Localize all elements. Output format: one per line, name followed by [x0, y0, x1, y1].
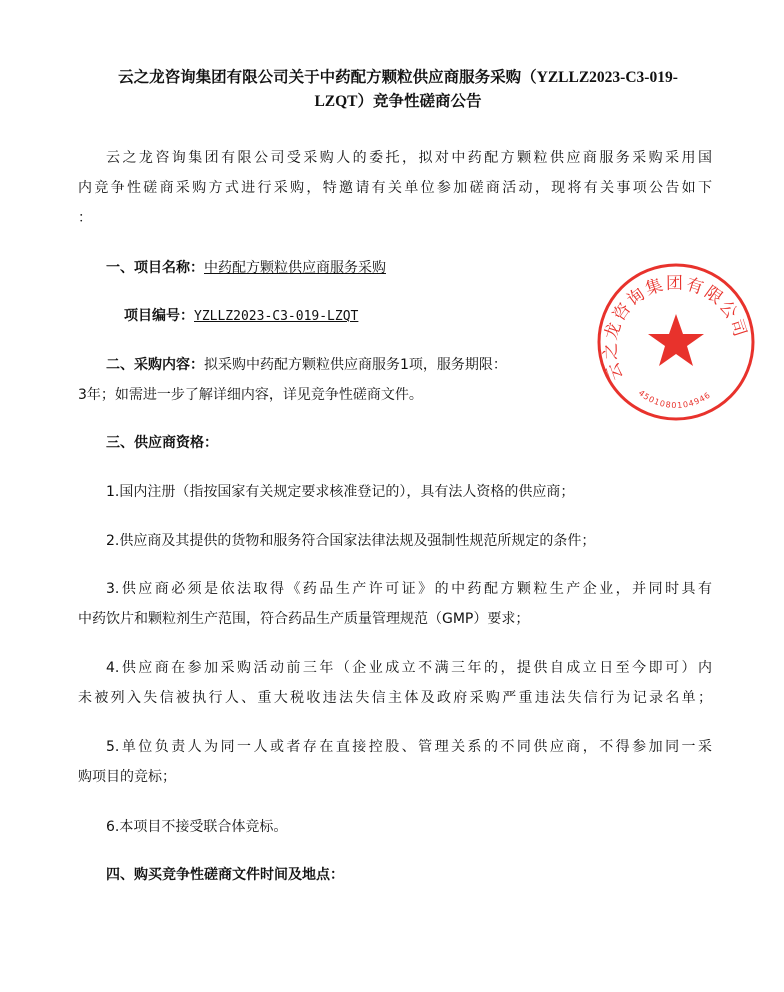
item-line: 6.本项目不接受联合体竞标。 [106, 819, 288, 835]
item-line: 4.供应商在参加采购活动前三年（企业成立不满三年的，提供自成立日至今即可）内 [106, 660, 712, 676]
qualification-item [78, 732, 712, 792]
seal-text: 云之龙咨询集团有限公司 [600, 273, 751, 383]
project-name-link[interactable]: 中药配方颗粒供应商服务采购 [204, 260, 386, 276]
document-title [80, 66, 716, 114]
company-seal [596, 262, 756, 422]
project-number-label: 项目编号： [124, 308, 194, 324]
intro-line: ： [78, 210, 92, 226]
qualification-item [78, 526, 740, 556]
seal-number: 4501080104946 [636, 388, 713, 411]
section-heading: 三、供应商资格： [106, 435, 218, 451]
item-line: 中药饮片和颗粒剂生产范围，符合药品生产质量管理规范（GMP）要求； [78, 611, 530, 627]
content-line: 拟采购中药配方颗粒供应商服务1项，服务期限： [204, 357, 507, 373]
section-heading: 二、采购内容： [106, 357, 204, 373]
section-heading: 一、项目名称： [106, 260, 204, 276]
intro-line: 云之龙咨询集团有限公司受采购人的委托，拟对中药配方颗粒供应商服务采购采用国 [106, 150, 712, 166]
item-line: 未被列入失信被执行人、重大税收违法失信主体及政府采购严重违法失信行为记录名单； [78, 690, 712, 706]
qualification-item [78, 812, 740, 842]
item-line: 2.供应商及其提供的货物和服务符合国家法律法规及强制性规范所规定的条件； [106, 533, 596, 549]
item-line: 购项目的竞标； [78, 769, 176, 785]
title-line: 云之龙咨询集团有限公司关于中药配方颗粒供应商服务采购（YZLLZ2023-C3-019- [118, 69, 678, 86]
project-number-value[interactable]: YZLLZ2023-C3-019-LZQT [194, 309, 359, 324]
item-line: 1.国内注册（指按国家有关规定要求核准登记的），具有法人资格的供应商； [106, 484, 575, 500]
star-icon [648, 314, 704, 366]
intro-paragraph [78, 143, 712, 233]
content-line: 3年；如需进一步了解详细内容，详见竞争性磋商文件。 [78, 387, 423, 403]
title-line: LZQT）竞争性磋商公告 [314, 93, 482, 110]
section-heading: 四、购买竞争性磋商文件时间及地点： [106, 867, 344, 883]
item-line: 3.供应商必须是依法取得《药品生产许可证》的中药配方颗粒生产企业，并同时具有 [106, 581, 712, 597]
qualification-item [78, 477, 740, 507]
item-line: 5.单位负责人为同一人或者存在直接控股、管理关系的不同供应商，不得参加同一采 [106, 739, 712, 755]
qualification-item [78, 574, 712, 634]
qualification-item [78, 653, 712, 713]
intro-line: 内竞争性磋商采购方式进行采购，特邀请有关单位参加磋商活动，现将有关事项公告如下 [78, 180, 712, 196]
